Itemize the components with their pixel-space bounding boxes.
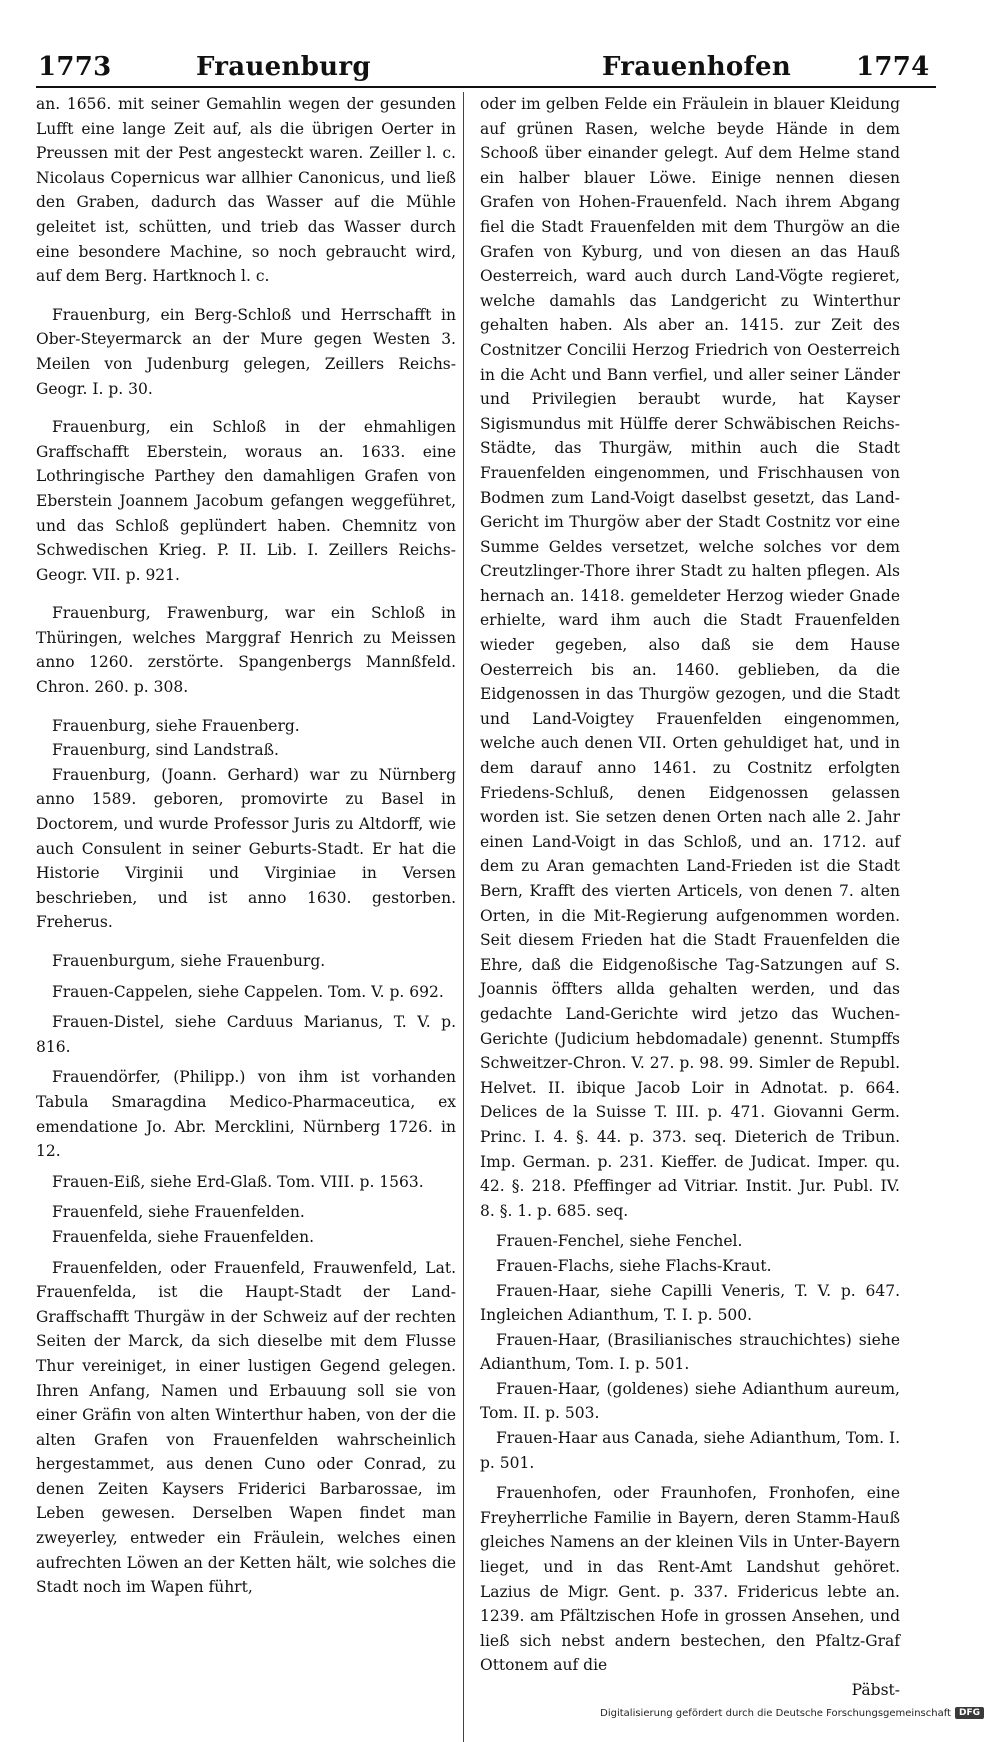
entry-paragraph: Frauenburg, (Joann. Gerhard) war zu Nürnberg anno 1589. geboren, promovirte zu Basel in Doctorem, und wurde Professor Juris zu Altdorff, wie auch Consulent in seiner Geburts-Stadt. Er hat die Historie Virginii und Virginiae in Versen beschrieben, und ist anno 1630. gestorben. Freherus. — [36, 765, 456, 932]
running-title-right: Frauenhofen — [602, 52, 792, 82]
entry-paragraph: Frauenburg, sind Landstraß. — [52, 741, 279, 760]
entry-paragraph: Frauen-Eiß, siehe Erd-Glaß. Tom. VIII. p. 1563. — [52, 1172, 424, 1191]
page-number-right: 1774 — [856, 52, 930, 82]
right-column — [480, 92, 900, 1703]
digitization-footer — [600, 1705, 984, 1721]
entry-paragraph: oder im gelben Felde ein Fräulein in blauer Kleidung auf grünen Rasen, welche beyde Hände in dem Schooß über einander gelegt. Auf dem Helme stand ein halber blauer Löwe. Einige nennen diesen Grafen von Hohen-Frauenfeld. Nach ihrem Abgang fiel die Stadt Frauenfelden mit dem Thurgöw an die Grafen von Kyburg, und von diesen an das Hauß Oesterreich, ward auch durch Land-Vögte regieret, welche damahls das Landgericht zu Winterthur gehalten haben. Als aber an. 1415. zur Zeit des Costnitzer Concilii Herzog Friedrich von Oesterreich in die Acht und Bann verfiel, und aller seiner Länder und Privilegien beraubt wurde, hat Kayser Sigismundus mit Hülffe derer Schwäbischen Reichs-Städte, das Thurgäw, mithin auch die Stadt Frauenfelden eingenommen, und Frischhausen von Bodmen zum Land-Voigt daselbst gesetzt, das Land-Gericht im Thurgöw aber der Stadt Costnitz vor eine Summe Geldes versetzet, welche solches vor dem Creutzlinger-Thore ihrer Stadt zu halten pflegen. Als hernach an. 1418. gemeldeter Herzog wieder Gnade erhielte, ward ihm auch die Stadt Frauenfelden wieder gegeben, also daß sie dem Hause Oesterreich bis an. 1460. geblieben, da die Eidgenossen in das Thurgöw gezogen, und die Stadt und Land-Voigtey Frauenfelden eingenommen, welche auch denen VII. Orten gehuldiget hat, und in dem darauf anno 1461. zu Costnitz erfolgten Friedens-Schluß, denen Eidgenossen gelassen worden ist. Sie setzen denen Orten nach alle 2. Jahr einen Land-Voigt in das Schloß, und an. 1712. auf dem zu Aran gemachten Land-Frieden ist die Stadt Bern, Krafft des vierten Articels, von denen 7. alten Orten, in die Mit-Regierung aufgenommen worden. Seit diesem Frieden hat die Stadt Frauenfelden die Ehre, daß die Eidgenoßische Tag-Satzungen auf S. Joannis öffters allda gehalten werden, und das gedachte Land-Gerichte wird jetzo das Wuchen-Gerichte (Judicium hebdomadale) genennt. Stumpffs Schweitzer-Chron. V. 27. p. 98. 99. Simler de Republ. Helvet. II. ibique Jacob Loir in Adnotat. p. 664. Delices de la Suisse T. III. p. 471. Giovanni Germ. Princ. I. 4. §. 44. p. 373. seq. Dieterich de Tribun. Imp. German. p. 231. Kieffer. de Judicat. Imper. qu. 42. §. 218. Pfeffinger ad Vitriar. Instit. Jur. Publ. IV. 8. §. 1. p. 685. seq. — [480, 95, 900, 1220]
entry-paragraph: an. 1656. mit seiner Gemahlin wegen der gesunden Lufft eine lange Zeit auf, als die übrigen Oerter in Preussen mit der Pest angesteckt waren. Zeiller l. c. Nicolaus Copernicus war allhier Canonicus, und ließ den Graben, dadurch das Wasser auf die Mühle geleitet ist, schütten, und trieb das Wasser durch eine besondere Machine, so noch gebraucht wird, auf dem Berg. Hartknoch l. c. — [36, 95, 456, 286]
header-rule — [36, 86, 936, 88]
column-divider — [463, 92, 464, 1742]
entry-paragraph: Frauenburg, siehe Frauenberg. — [52, 716, 300, 735]
entry-paragraph: Frauenfelden, oder Frauenfeld, Frauwenfeld, Lat. Frauenfelda, ist die Haupt-Stadt der Land-Graffschafft Thurgäw in der Schweiz auf der rechten Seiten der Marck, da sich dieselbe mit dem Flusse Thur vereiniget, in einer lustigen Gegend gelegen. Ihren Anfang, Namen und Erbauung soll sie von einer Gräfin von alten Winterthur haben, von der die alten Grafen von Frauenfelden wahrscheinlich hergestammet, aus denen Cuno oder Conrad, zu denen Zeiten Kaysers Friderici Barbarossae, im Leben gewesen. Derselben Wapen findet man zweyerley, entweder ein Fräulein, welches einen aufrechten Löwen an der Ketten hält, wie solches die Stadt noch im Wapen führt, — [36, 1258, 456, 1597]
page-number-left: 1773 — [38, 52, 112, 82]
entry-paragraph: Frauen-Haar aus Canada, siehe Adianthum, Tom. I. p. 501. — [480, 1429, 900, 1472]
entry-paragraph: Frauenfelda, siehe Frauenfelden. — [52, 1227, 315, 1246]
footer-text: Digitalisierung gefördert durch die Deutsche Forschungsgemeinschaft — [600, 1707, 951, 1719]
entry-paragraph: Frauen-Distel, siehe Carduus Marianus, T. V. p. 816. — [36, 1013, 456, 1056]
entry-paragraph: Frauenburg, ein Berg-Schloß und Herrschafft in Ober-Steyermarck an der Mure gegen Westen 3. Meilen von Judenburg gelegen, Zeillers Reichs-Geogr. I. p. 30. — [36, 305, 456, 398]
dfg-logo: DFG — [955, 1707, 984, 1719]
left-column — [36, 92, 456, 1600]
entry-paragraph: Frauenfeld, siehe Frauenfelden. — [52, 1203, 305, 1222]
entry-paragraph: Frauen-Haar, siehe Capilli Veneris, T. V. p. 647. Ingleichen Adianthum, T. I. p. 500. — [480, 1281, 900, 1325]
entry-paragraph: Frauen-Cappelen, siehe Cappelen. Tom. V. p. 692. — [52, 982, 444, 1001]
entry-paragraph: Frauenburg, ein Schloß in der ehmahligen Graffschafft Eberstein, woraus an. 1633. eine Lothringische Parthey den damahligen Grafen von Eberstein Joannem Jacobum gefangen weggeführet, und das Schloß geplündert haben. Chemnitz von Schwedischen Krieg. P. II. Lib. I. Zeillers Reichs-Geogr. VII. p. 921. — [36, 418, 456, 584]
entry-paragraph: Frauenhofen, oder Fraunhofen, Fronhofen, eine Freyherrliche Familie in Bayern, deren Stamm-Hauß gleiches Namens an der kleinen Vils in Unter-Bayern lieget, und in das Rent-Amt Landshut gehöret. Lazius de Migr. Gent. p. 337. Fridericus lebte an. 1239. am Pfältzischen Hofe in grossen Ansehen, und ließ sich nebst andern bestechen, den Pfaltz-Graf Ottonem auf die — [480, 1484, 900, 1675]
entry-paragraph: Frauen-Haar, (goldenes) siehe Adianthum aureum, Tom. II. p. 503. — [480, 1379, 900, 1423]
entry-paragraph: Frauen-Flachs, siehe Flachs-Kraut. — [496, 1256, 772, 1275]
entry-paragraph: Frauen-Haar, (Brasilianisches strauchichtes) siehe Adianthum, Tom. I. p. 501. — [480, 1330, 900, 1374]
catchword: Päbst- — [851, 1681, 900, 1699]
entry-paragraph: Frauenburg, Frawenburg, war ein Schloß in Thüringen, welches Marggraf Henrich zu Meissen anno 1260. zerstörte. Spangenbergs Mannßfeld. Chron. 260. p. 308. — [36, 604, 456, 697]
entry-paragraph: Frauenburgum, siehe Frauenburg. — [52, 952, 326, 970]
page-header — [0, 52, 1000, 86]
running-title-left: Frauenburg — [196, 52, 371, 82]
entry-paragraph: Frauen-Fenchel, siehe Fenchel. — [496, 1232, 743, 1251]
entry-paragraph: Frauendörfer, (Philipp.) von ihm ist vorhanden Tabula Smaragdina Medico-Pharmaceutica, ex emendatione Jo. Abr. Mercklini, Nürnberg 1726. in 12. — [36, 1068, 456, 1161]
